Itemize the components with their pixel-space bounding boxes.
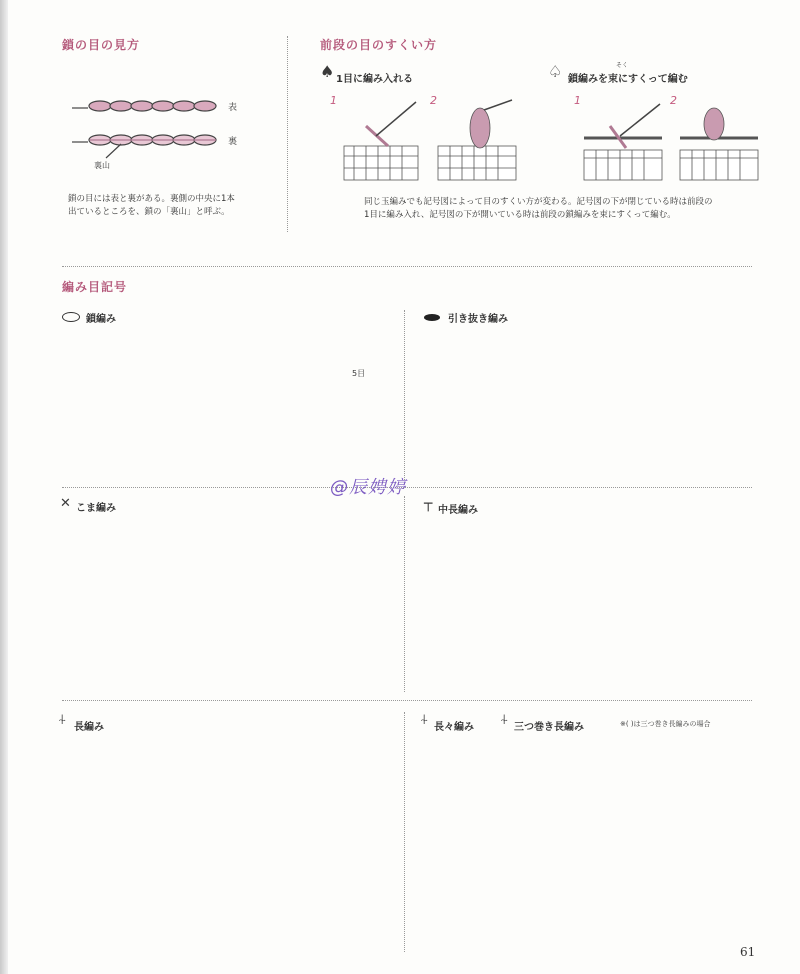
chain-view-desc: 鎖の目には表と裏がある。裏側の中央に1本 出ているところを、鎖の「裏山」と呼ぶ。: [68, 194, 235, 217]
scoop-left-title: 1目に編み入れる: [336, 74, 413, 85]
bobble-open-icon: ♤: [548, 62, 563, 81]
tr-title: 長々編み: [434, 722, 474, 733]
hdc-title: 中長編み: [438, 505, 478, 516]
chain-title: 鎖編み: [86, 314, 116, 325]
scoop-right-title: 鎖編みを束にすくって編む: [568, 74, 688, 85]
watermark: @辰娉婷: [330, 477, 406, 498]
divider-mid-3: [404, 712, 405, 952]
back-label: 裏: [228, 137, 238, 147]
scoop-illus-2: [434, 96, 524, 186]
scoop-num-1: 1: [330, 94, 337, 107]
sc-symbol-icon: ✕: [60, 496, 71, 511]
scoop-illus-4: [676, 96, 766, 186]
chain-5-marker: 5目: [352, 369, 366, 378]
tr3-title: 三つ巻き長編み: [514, 722, 584, 733]
chain-diagram: [66, 88, 246, 168]
scoop-num-4: 2: [670, 94, 677, 107]
scoop-title: 前段の目のすくい方: [320, 38, 438, 52]
tr-symbol-icon: ⍭: [420, 712, 429, 728]
page-gutter: [0, 0, 8, 974]
tr3-symbol-icon: ⍭: [500, 712, 509, 728]
hdc-illustrations: [418, 520, 768, 610]
dc-symbol-icon: ⍭: [58, 712, 67, 728]
bobble-closed-icon: ♠: [320, 62, 335, 81]
divider-mid-1: [404, 310, 405, 480]
scoop-desc: 同じ玉編みでも記号図によって目のすくい方が変わる。記号図の下が閉じている時は前段の 1目に編み入れ、記号図の下が開いている時は前段の鎖編みを束にすくって編む。: [364, 197, 713, 220]
divider-3: [62, 700, 752, 701]
furigana: そく: [616, 62, 629, 69]
slip-title: 引き抜き編み: [448, 314, 508, 325]
slip-illustrations: [412, 330, 762, 420]
chain-symbol-icon: [62, 312, 80, 322]
page-number: 61: [740, 945, 756, 959]
chain-view-title: 鎖の目の見方: [62, 38, 141, 52]
divider-top: [287, 36, 288, 232]
sc-illustrations: [52, 520, 392, 610]
chain-illustrations: [42, 330, 382, 420]
dc-title: 長編み: [74, 722, 104, 733]
slip-symbol-icon: [424, 314, 440, 321]
scoop-illus-1: [336, 96, 426, 186]
scoop-illus-3: [580, 96, 670, 186]
urayama-label: 裏山: [94, 161, 110, 170]
divider-mid-2: [404, 496, 405, 692]
tr-note: ※( )は三つ巻き長編みの場合: [620, 720, 711, 728]
scoop-num-2: 2: [430, 94, 437, 107]
divider-1: [62, 266, 752, 267]
sc-title: こま編み: [76, 503, 116, 514]
scoop-num-3: 1: [574, 94, 581, 107]
hdc-symbol-icon: ┬: [424, 496, 433, 512]
divider-2: [62, 487, 752, 488]
tr-illustrations: [418, 740, 768, 840]
symbols-title: 編み目記号: [62, 280, 128, 294]
front-label: 表: [228, 103, 238, 113]
dc-illustrations: [52, 740, 392, 840]
